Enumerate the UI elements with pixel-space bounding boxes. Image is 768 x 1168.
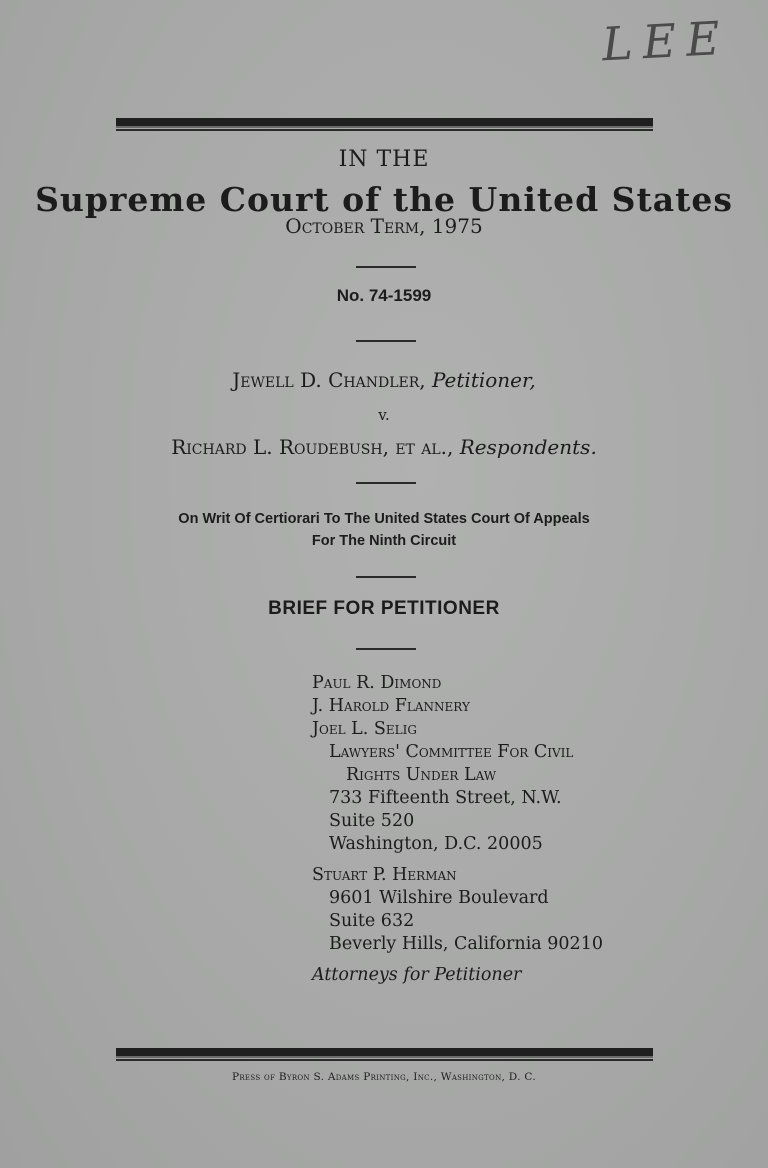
bottom-rule <box>116 1048 653 1058</box>
address-line: Suite 520 <box>329 811 415 831</box>
attorney-name: J. Harold Flannery <box>312 696 470 716</box>
attorney-name: Paul R. Dimond <box>312 673 442 693</box>
attorney-name: Stuart P. Herman <box>312 865 457 885</box>
divider-2 <box>356 340 416 342</box>
petitioner-line <box>0 368 768 392</box>
docket-number: No. 74-1599 <box>336 286 432 305</box>
court-name: Supreme Court of the United States <box>35 180 733 219</box>
organization-line: Lawyers' Committee For Civil <box>329 742 574 762</box>
address-line: 733 Fifteenth Street, N.W. <box>329 788 562 808</box>
writ-description <box>0 508 768 552</box>
versus: v. <box>378 406 390 424</box>
press-imprint: Press of Byron S. Adams Printing, Inc., Washington, D. C. <box>232 1071 536 1083</box>
respondent-line <box>0 435 768 459</box>
divider-3 <box>356 482 416 484</box>
respondent-name: Richard L. Roudebush, et al., <box>171 435 454 459</box>
handwritten-note: LEE <box>600 10 732 72</box>
writ-line-2: For The Ninth Circuit <box>311 533 457 549</box>
organization-line: Rights Under Law <box>346 765 497 785</box>
divider-4 <box>356 576 416 578</box>
petitioner-name: Jewell D. Chandler, <box>232 368 426 392</box>
court-term: October Term, 1975 <box>285 214 483 238</box>
counsel-block <box>312 672 603 987</box>
address-line: 9601 Wilshire Boulevard <box>329 888 549 908</box>
top-rule <box>116 118 653 128</box>
address-line: Suite 632 <box>329 911 415 931</box>
divider-5 <box>356 648 416 650</box>
in-the-heading: IN THE <box>338 147 430 172</box>
brief-title: BRIEF FOR PETITIONER <box>268 598 500 619</box>
address-line: Washington, D.C. 20005 <box>329 834 543 854</box>
divider-1 <box>356 266 416 268</box>
petitioner-role: Petitioner, <box>431 368 536 392</box>
address-line: Beverly Hills, California 90210 <box>329 934 603 954</box>
attorney-name: Joel L. Selig <box>312 719 417 739</box>
respondent-role: Respondents. <box>459 435 597 459</box>
writ-line-1: On Writ Of Certiorari To The United States Court Of Appeals <box>178 511 590 527</box>
attorneys-for: Attorneys for Petitioner <box>312 965 522 985</box>
